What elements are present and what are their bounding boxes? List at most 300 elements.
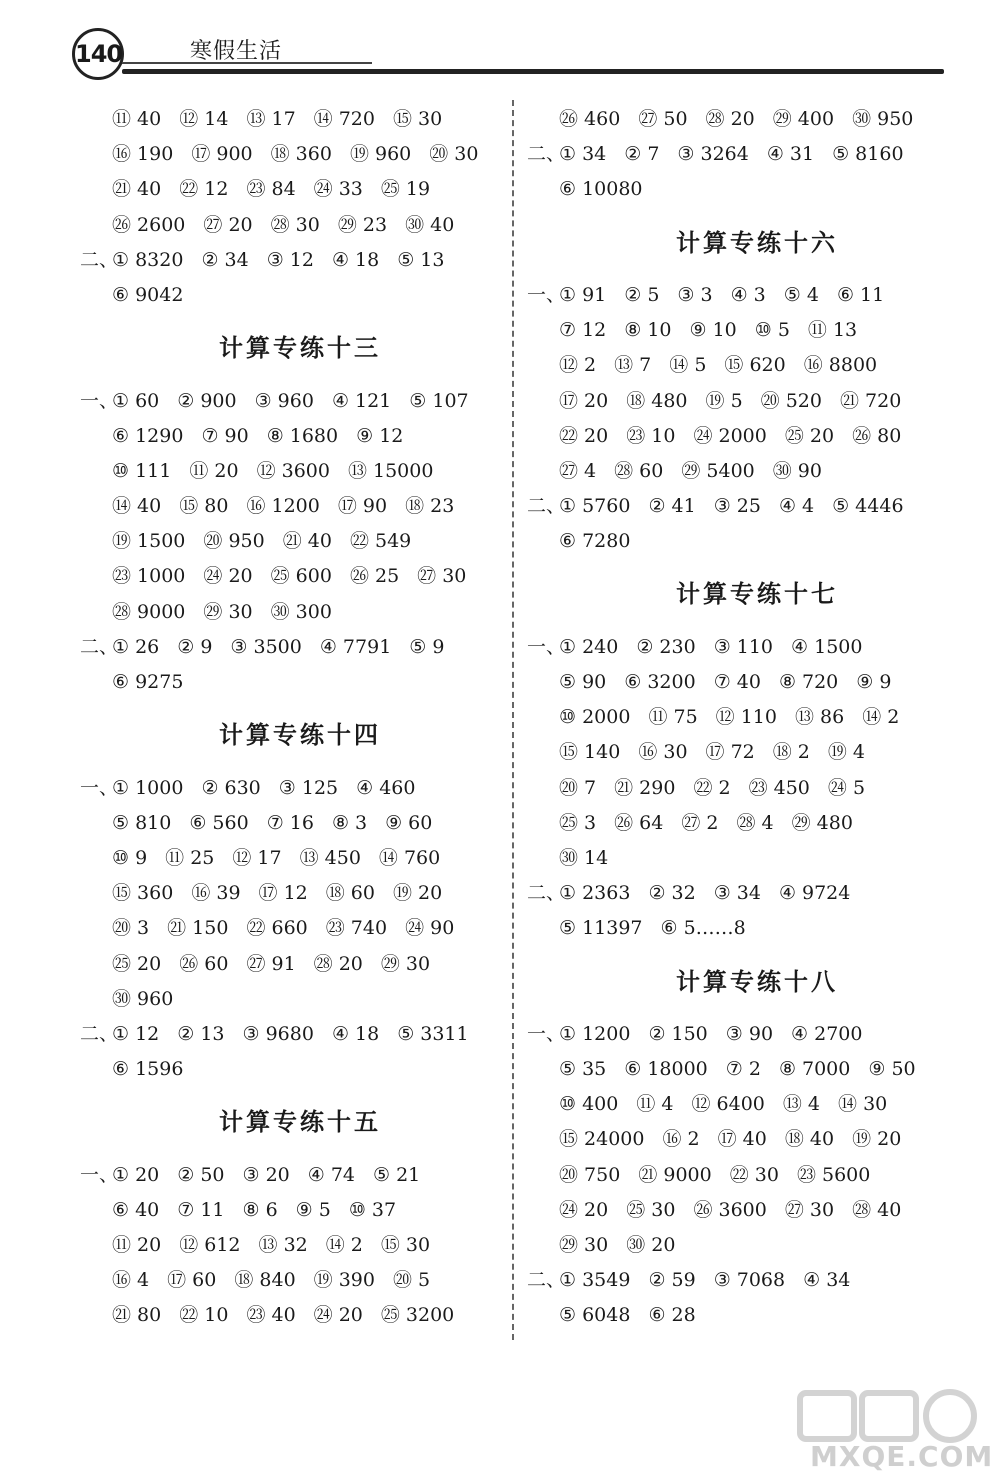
answer-item: ④ 74 (307, 1163, 355, 1186)
answer-row (527, 911, 967, 946)
answer-item: ① 240 (559, 635, 619, 658)
answer-item: ① 1200 (559, 1022, 631, 1045)
answer-item: ⑲ 20 (852, 1128, 902, 1151)
answer-item: ⑲ 390 (313, 1269, 375, 1292)
answer-item: ⑭ 720 (313, 108, 375, 130)
answer-row (80, 630, 500, 665)
answer-item: ⑦ 2 (725, 1058, 761, 1081)
answer-item: ⑧ 6 (242, 1198, 278, 1221)
answer-row (80, 208, 500, 243)
answer-item: ⑲ 4 (827, 741, 866, 764)
answer-item: ⑭ 5 (669, 354, 707, 377)
answer-item: ⑱ 60 (325, 882, 375, 905)
answer-item: ⑧ 3 (331, 811, 368, 834)
part-prefix: 二、 (527, 882, 566, 905)
answer-item: ① 5760 (559, 495, 631, 518)
answer-row (527, 1228, 967, 1263)
answer-row (527, 384, 967, 419)
part-prefix: 二、 (80, 635, 119, 658)
answer-item: ④ 3 (730, 283, 766, 306)
answer-item: ㉒ 10 (179, 1304, 229, 1327)
answer-row (527, 419, 967, 454)
answer-item: ⑤ 21 (373, 1163, 421, 1186)
answer-item: ㉔ 20 (313, 1304, 363, 1327)
answer-item: ③ 125 (278, 776, 339, 799)
answer-item: ㉗ 30 (784, 1198, 835, 1221)
answer-item: ㉙ 23 (337, 213, 388, 236)
answer-row (527, 700, 967, 735)
part-prefix: 一、 (80, 389, 119, 412)
answer-item: ⑬ 86 (794, 706, 845, 729)
answer-item: ⑰ 900 (191, 143, 253, 166)
part-prefix: 二、 (527, 1269, 566, 1292)
answer-item: ㉓ 740 (325, 917, 388, 940)
answer-row (80, 454, 500, 489)
answer-item: ㉚ 960 (112, 987, 174, 1010)
answer-row (80, 419, 500, 454)
answer-item: ⑭ 2 (862, 706, 900, 729)
answer-item: ① 1000 (112, 776, 184, 799)
answer-item: ② 41 (648, 495, 696, 518)
answer-item: ⑨ 10 (689, 319, 737, 342)
answer-item: ㉗ 30 (417, 565, 467, 588)
answer-item: ⑤ 90 (559, 671, 607, 694)
answer-item: ⑫ 14 (179, 108, 229, 130)
section-title: 计算专练十六 (676, 228, 838, 257)
answer-row (527, 630, 967, 665)
answer-item: ④ 4 (778, 495, 815, 518)
answer-item: ⑪ 20 (112, 1234, 162, 1257)
answer-row (527, 137, 967, 172)
answer-item: ⑪ 25 (165, 846, 215, 869)
answer-item: ㉙ 30 (203, 600, 253, 623)
answer-item: ⑱ 480 (626, 389, 688, 412)
answer-item: ⑧ 10 (624, 319, 672, 342)
answer-item: ⑥ 3200 (624, 671, 696, 694)
answer-item: ⑭ 30 (838, 1093, 888, 1116)
answer-item: ㉕ 3200 (380, 1304, 455, 1327)
answer-item: ⑰ 60 (167, 1269, 217, 1292)
answer-item: ⑳ 30 (429, 143, 479, 166)
answer-row (80, 806, 500, 841)
answer-item: ⑥ 18000 (624, 1058, 708, 1081)
answer-item: ⑬ 450 (299, 846, 361, 869)
answer-item: ⑩ 111 (112, 459, 172, 482)
answer-item: ⑤ 13 (397, 248, 445, 271)
answer-row (80, 771, 500, 806)
answer-item: ⑥ 9042 (112, 283, 184, 306)
answer-item: ⑳ 950 (203, 530, 265, 553)
answer-item: ㉓ 1000 (112, 565, 186, 588)
answer-item: ⑧ 720 (778, 671, 839, 694)
answer-item: ⑬ 7 (614, 354, 652, 377)
answer-item: ㉕ 20 (784, 424, 835, 447)
answer-item: ㉔ 2000 (693, 424, 767, 447)
answer-item: ⑥ 10080 (559, 178, 643, 201)
answer-item: ⑥ 9275 (112, 671, 184, 694)
section-title: 计算专练十五 (219, 1108, 381, 1137)
answer-item: ⑳ 3 (112, 917, 150, 940)
answer-item: ⑩ 5 (754, 319, 790, 342)
part-prefix: 一、 (80, 1163, 119, 1186)
answer-row (527, 1052, 967, 1087)
answer-item: ⑰ 72 (705, 741, 755, 764)
answer-item: ⑩ 400 (559, 1093, 619, 1116)
answer-item: ⑪ 4 (636, 1093, 674, 1116)
answer-row (80, 1158, 500, 1193)
answer-row (80, 1228, 500, 1263)
answer-item: ㉙ 5400 (681, 459, 755, 482)
answer-row (80, 243, 500, 278)
answer-item: ④ 18 (331, 248, 380, 271)
answer-item: ⑤ 8160 (832, 143, 904, 166)
answer-item: ① 34 (559, 143, 607, 166)
answer-item: ⑤ 35 (559, 1058, 607, 1081)
answer-item: ⑱ 40 (784, 1128, 835, 1151)
answer-item: ⑰ 40 (717, 1128, 767, 1151)
answer-item: ⑦ 16 (266, 811, 314, 834)
answer-item: ㉔ 20 (203, 565, 253, 588)
answer-item: ㉖ 2600 (112, 213, 186, 236)
answer-row (80, 876, 500, 911)
answer-item: ⑯ 190 (112, 143, 174, 166)
answer-item: ⑬ 4 (782, 1093, 821, 1116)
part-prefix: 二、 (80, 248, 119, 271)
answer-item: ④ 121 (331, 389, 392, 412)
answer-row (527, 665, 967, 700)
answer-row (527, 1298, 967, 1333)
answer-item: ㉘ 30 (270, 213, 320, 236)
answer-item: ㉓ 84 (246, 178, 296, 201)
answer-item: ⑫ 612 (179, 1234, 241, 1257)
answer-item: ⑫ 2 (559, 354, 597, 377)
answer-item: ⑮ 620 (724, 354, 786, 377)
answer-item: ② 630 (201, 776, 261, 799)
answer-item: ⑨ 5 (295, 1198, 331, 1221)
answer-item: ② 9 (177, 635, 213, 658)
answer-item: ⑬ 32 (258, 1234, 308, 1257)
answer-item: ㉚ 40 (405, 213, 455, 236)
answer-item: ㉑ 40 (112, 178, 162, 201)
answer-item: ㉙ 30 (559, 1234, 609, 1257)
answer-item: ① 91 (559, 283, 607, 306)
answer-item: ③ 20 (242, 1163, 290, 1186)
answer-item: ㉚ 950 (852, 108, 914, 130)
answer-item: ① 20 (112, 1163, 160, 1186)
answer-item: ⑳ 750 (559, 1163, 621, 1186)
answer-item: ⑤ 3311 (397, 1022, 469, 1045)
answer-item: ④ 460 (356, 776, 416, 799)
answer-row (80, 384, 500, 419)
answer-item: ① 8320 (112, 248, 184, 271)
answer-item: ⑥ 7280 (559, 530, 631, 553)
part-prefix: 一、 (527, 635, 566, 658)
answer-item: ㉕ 600 (270, 565, 332, 588)
answer-item: ① 2363 (559, 882, 631, 905)
answer-row (80, 1193, 500, 1228)
answer-item: ㉑ 9000 (638, 1163, 712, 1186)
header-title: 寒假生活 (190, 39, 283, 64)
answer-item: ③ 960 (254, 389, 314, 412)
answer-item: ㉒ 30 (729, 1163, 779, 1186)
answer-row (527, 278, 967, 313)
answer-row (80, 947, 500, 982)
answer-item: ⑯ 30 (638, 741, 688, 764)
answer-item: ㉘ 20 (705, 108, 755, 130)
answer-item: ㉖ 80 (852, 424, 902, 447)
answer-item: ② 230 (636, 635, 696, 658)
answer-item: ㉚ 20 (626, 1234, 676, 1257)
answer-item: ⑱ 840 (234, 1269, 296, 1292)
answer-item: ⑥ 28 (648, 1304, 696, 1327)
answer-item: ㉘ 20 (313, 952, 363, 975)
answer-item: ㉘ 4 (736, 811, 774, 834)
answer-item: ㉖ 3600 (693, 1198, 767, 1221)
answer-item: ③ 9680 (242, 1022, 314, 1045)
answer-item: ⑦ 90 (201, 424, 249, 447)
answer-item: ② 34 (201, 248, 249, 271)
answer-item: ② 50 (177, 1163, 225, 1186)
answer-item: ④ 9724 (778, 882, 851, 905)
answer-row (527, 841, 967, 876)
answer-item: ④ 18 (331, 1022, 380, 1045)
answer-row (80, 172, 500, 207)
answer-item: ② 32 (648, 882, 696, 905)
answer-item: ⑤ 810 (112, 811, 172, 834)
answer-item: ㉚ 90 (772, 459, 822, 482)
answer-item: ⑥ 1596 (112, 1058, 184, 1081)
answer-row (527, 876, 967, 911)
answer-item: ③ 90 (725, 1022, 774, 1045)
answer-item: ③ 3264 (677, 143, 749, 166)
answer-item: ⑪ 20 (189, 459, 239, 482)
answer-item: ① 3549 (559, 1269, 631, 1292)
answer-item: ㉗ 91 (246, 952, 296, 975)
answer-item: ⑤ 107 (409, 389, 469, 412)
answer-row (527, 172, 967, 207)
answer-item: ⑮ 24000 (559, 1128, 645, 1151)
answer-item: ⑲ 5 (705, 389, 743, 412)
answer-item: ⑳ 520 (760, 389, 822, 412)
answer-item: ㉙ 30 (380, 952, 431, 975)
answer-item: ⑮ 30 (392, 108, 443, 130)
answer-item: ⑥ 1290 (112, 424, 184, 447)
answer-item: ⑲ 960 (349, 143, 412, 166)
answer-item: ㉔ 20 (559, 1198, 609, 1221)
answer-item: ⑱ 23 (405, 495, 455, 518)
answer-item: ⑤ 6048 (559, 1304, 631, 1327)
answer-item: ㉔ 90 (405, 917, 455, 940)
answer-item: ④ 34 (803, 1269, 851, 1292)
answer-item: ⑪ 75 (648, 706, 698, 729)
answer-item: ⑰ 90 (337, 495, 388, 518)
answer-item: ⑧ 7000 (778, 1058, 851, 1081)
answer-item: ⑤ 4446 (832, 495, 904, 518)
answer-item: ㉒ 549 (349, 530, 412, 553)
answer-item: ㉓ 40 (246, 1304, 296, 1327)
answer-item: ⑮ 360 (112, 882, 174, 905)
answer-item: ⑯ 4 (112, 1269, 150, 1292)
answer-item: ⑫ 6400 (691, 1093, 765, 1116)
section-title: 计算专练十四 (219, 721, 381, 750)
answer-item: ㉕ 30 (626, 1198, 676, 1221)
answer-item: ⑪ 40 (112, 108, 162, 130)
answer-row (527, 735, 967, 770)
page-number: 140 (72, 28, 124, 80)
answer-row (80, 1298, 500, 1333)
answer-row (80, 559, 500, 594)
part-prefix: 二、 (527, 495, 566, 518)
answer-item: ㉚ 300 (270, 600, 332, 623)
answer-item: ㉖ 460 (559, 108, 621, 130)
answer-item: ⑬ 15000 (347, 459, 434, 482)
answer-item: ㉑ 720 (839, 389, 902, 412)
answer-item: ③ 25 (713, 495, 761, 518)
answer-item: ④ 2700 (791, 1022, 863, 1045)
answer-row (527, 806, 967, 841)
answer-item: ⑥ 560 (189, 811, 249, 834)
answer-item: ⑯ 8800 (803, 354, 878, 377)
answer-item: ⑯ 2 (662, 1128, 700, 1151)
answer-row (527, 102, 967, 137)
answer-item: ⑱ 2 (772, 741, 810, 764)
answer-item: ⑮ 30 (380, 1234, 431, 1257)
answer-item: ㉙ 480 (791, 811, 853, 834)
answer-item: ㉖ 25 (349, 565, 400, 588)
answer-item: ⑮ 80 (179, 495, 229, 518)
answer-item: ⑨ 12 (356, 424, 404, 447)
answer-row (80, 911, 500, 946)
answer-item: ② 5 (624, 283, 660, 306)
answer-item: ⑥ 5……8 (660, 917, 746, 940)
answer-item: ⑭ 760 (378, 846, 441, 869)
answer-item: ㉑ 150 (167, 917, 229, 940)
answer-item: ② 150 (648, 1022, 708, 1045)
watermark-text: MXQE.COM (810, 1440, 994, 1473)
answer-item: ㉔ 33 (313, 178, 363, 201)
answer-item: ⑨ 9 (856, 671, 892, 694)
answer-item: ㉚ 14 (559, 846, 609, 869)
part-prefix: 一、 (527, 283, 566, 306)
answer-row (80, 102, 500, 137)
answer-item: ㉕ 19 (380, 178, 431, 201)
answer-item: ② 7 (624, 143, 660, 166)
section-title: 计算专练十八 (676, 967, 838, 996)
answer-item: ⑩ 37 (348, 1198, 397, 1221)
answer-item: ㉒ 20 (559, 424, 609, 447)
answer-item: ⑪ 13 (807, 319, 858, 342)
answer-item: ㉑ 290 (614, 776, 676, 799)
answer-item: ⑫ 17 (232, 846, 282, 869)
answer-item: ⑭ 2 (325, 1234, 363, 1257)
answer-item: ㉓ 450 (748, 776, 810, 799)
answer-item: ⑫ 110 (715, 706, 777, 729)
answer-item: ⑭ 40 (112, 495, 162, 518)
answer-item: ⑳ 5 (392, 1269, 431, 1292)
answer-row (527, 1017, 967, 1052)
answer-item: ㉗ 4 (559, 459, 597, 482)
answer-item: ⑤ 4 (783, 283, 819, 306)
answer-item: ⑨ 60 (385, 811, 433, 834)
answer-row (527, 1158, 967, 1193)
answer-item: ⑦ 12 (559, 319, 607, 342)
answer-item: ⑩ 2000 (559, 706, 631, 729)
answer-item: ㉖ 64 (614, 811, 664, 834)
answer-item: ㉙ 400 (772, 108, 835, 130)
answer-item: ④ 1500 (791, 635, 863, 658)
answer-item: ㉕ 20 (112, 952, 162, 975)
answer-item: ① 12 (112, 1022, 160, 1045)
page-header (70, 24, 945, 84)
answer-item: ㉒ 660 (246, 917, 308, 940)
answer-item: ⑥ 40 (112, 1198, 160, 1221)
answer-item: ㉗ 2 (681, 811, 719, 834)
answer-item: ㉕ 3 (559, 811, 597, 834)
section-title: 计算专练十七 (676, 580, 838, 609)
answer-item: ㉘ 60 (614, 459, 664, 482)
answer-item: ㉘ 9000 (112, 600, 186, 623)
answer-item: ③ 34 (713, 882, 761, 905)
answer-item: ② 59 (648, 1269, 696, 1292)
answer-item: ⑫ 3600 (256, 459, 330, 482)
answer-item: ④ 7791 (319, 635, 392, 658)
answer-item: ㉘ 40 (852, 1198, 902, 1221)
answer-item: ⑲ 20 (392, 882, 443, 905)
column-divider (512, 100, 514, 1340)
answer-item: ㉑ 80 (112, 1304, 162, 1327)
answer-item: ⑯ 1200 (246, 495, 320, 518)
right-column (527, 102, 967, 1334)
answer-item: ③ 3 (677, 283, 713, 306)
answer-row (527, 348, 967, 383)
header-rule (122, 69, 944, 74)
answer-item: ① 26 (112, 635, 160, 658)
answer-item: ⑮ 140 (559, 741, 621, 764)
answer-row (527, 1122, 967, 1157)
answer-row (527, 1087, 967, 1122)
answer-item: ⑨ 50 (868, 1058, 916, 1081)
answer-item: ② 13 (177, 1022, 225, 1045)
answer-item: ③ 110 (713, 635, 774, 658)
answer-row (80, 524, 500, 559)
part-prefix: 一、 (527, 1022, 566, 1045)
answer-row (80, 1017, 500, 1052)
answer-item: ⑦ 11 (177, 1198, 225, 1221)
answer-item: ㉒ 12 (179, 178, 229, 201)
answer-item: ① 60 (112, 389, 160, 412)
part-prefix: 二、 (527, 143, 566, 166)
answer-item: ⑲ 1500 (112, 530, 186, 553)
answer-row (80, 1052, 500, 1087)
answer-item: ③ 7068 (713, 1269, 786, 1292)
answer-item: ⑧ 1680 (266, 424, 339, 447)
section-title: 计算专练十三 (219, 334, 381, 363)
answer-row (80, 665, 500, 700)
answer-item: ㉗ 50 (638, 108, 688, 130)
answer-row (80, 841, 500, 876)
answer-item: ⑦ 40 (713, 671, 761, 694)
answer-row (80, 137, 500, 172)
answer-row (527, 1193, 967, 1228)
answer-item: ⑥ 11 (836, 283, 885, 306)
answer-item: ㉑ 40 (282, 530, 332, 553)
answer-item: ⑰ 20 (559, 389, 609, 412)
answer-item: ㉒ 2 (693, 776, 731, 799)
answer-item: ㉔ 5 (827, 776, 866, 799)
answer-row (80, 1263, 500, 1298)
answer-item: ⑯ 39 (191, 882, 241, 905)
answer-item: ⑰ 12 (258, 882, 308, 905)
